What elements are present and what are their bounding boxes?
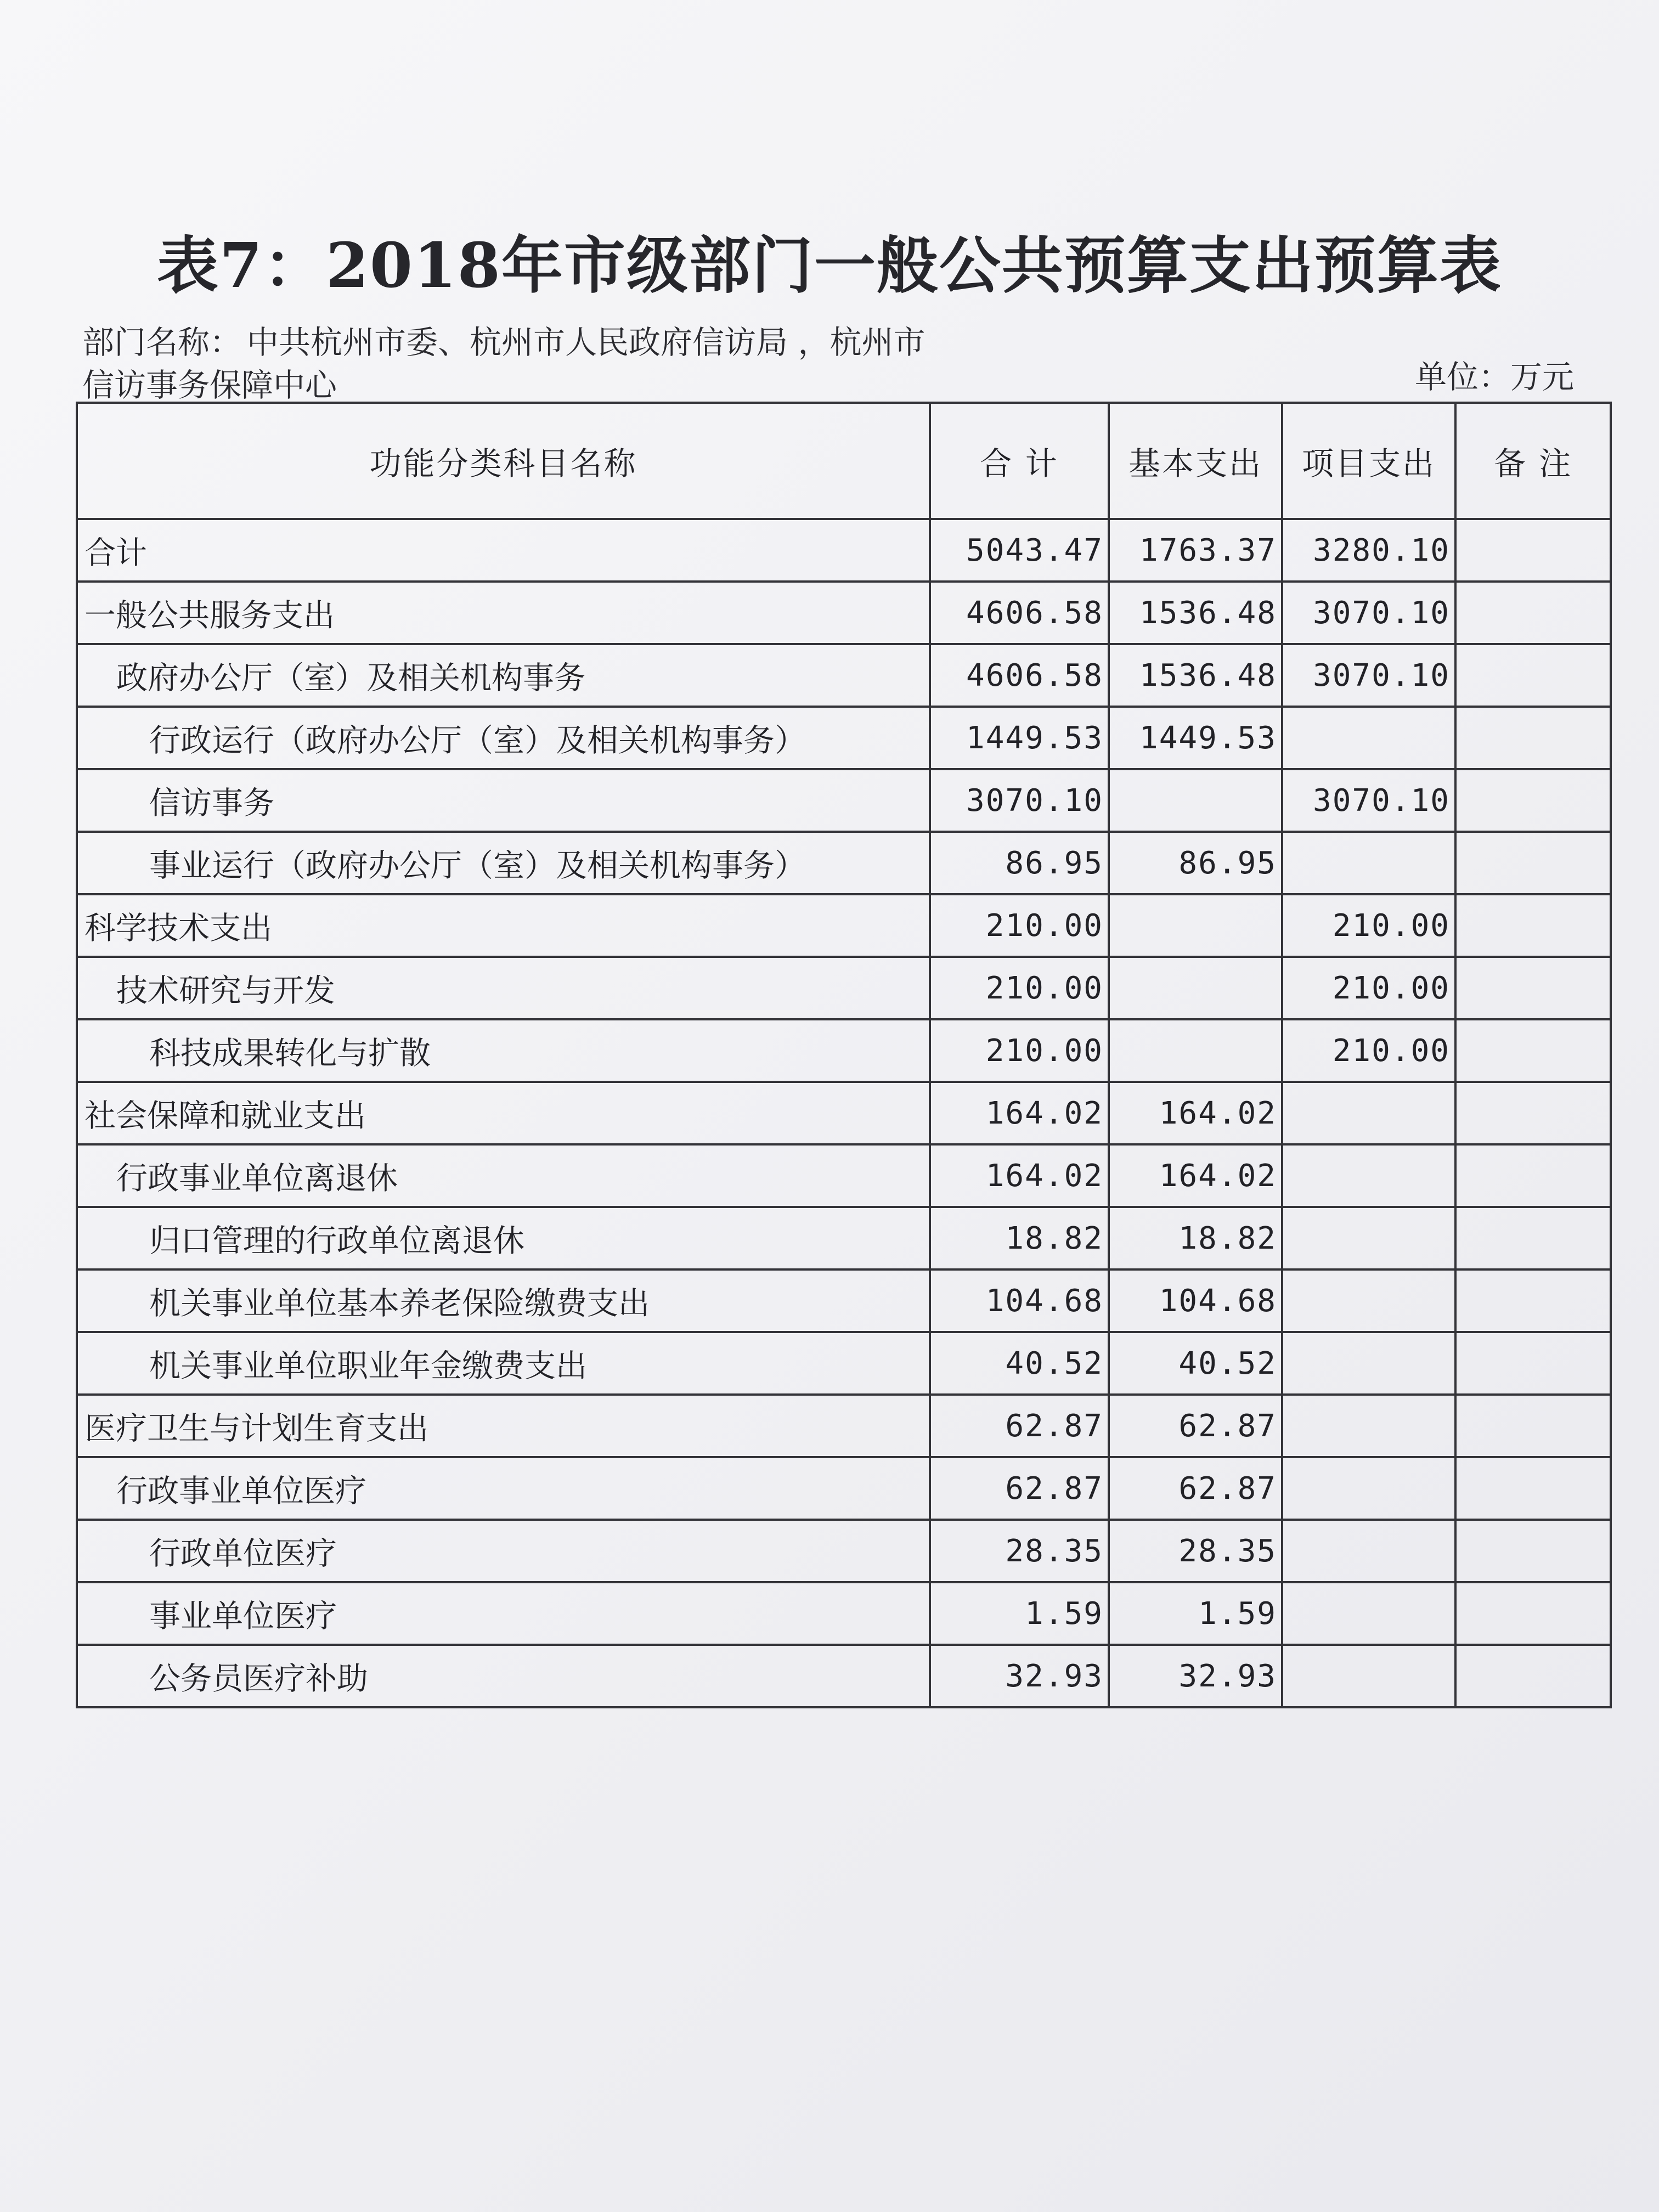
- table-row: [77, 832, 1611, 894]
- category-name-cell: 机关事业单位职业年金缴费支出: [77, 1332, 930, 1395]
- table-header: [77, 403, 1611, 519]
- table-row: [77, 1082, 1611, 1144]
- category-name-cell: 行政单位医疗: [77, 1520, 930, 1582]
- header-row: [77, 403, 1611, 519]
- table-row: [77, 1457, 1611, 1520]
- basic-expenditure-cell: [1109, 769, 1282, 832]
- remark-cell: [1455, 1019, 1611, 1082]
- remark-cell: [1455, 1332, 1611, 1395]
- remark-cell: [1455, 832, 1611, 894]
- basic-expenditure-cell: 40.52: [1109, 1332, 1282, 1395]
- remark-cell: [1455, 1269, 1611, 1332]
- category-name-cell: 行政事业单位医疗: [77, 1457, 930, 1520]
- total-cell: 210.00: [930, 894, 1109, 957]
- header-category-name: 功能分类科目名称: [77, 403, 930, 519]
- project-expenditure-cell: [1282, 707, 1455, 769]
- table-row: [77, 519, 1611, 582]
- total-cell: 1.59: [930, 1582, 1109, 1645]
- project-expenditure-cell: 3070.10: [1282, 769, 1455, 832]
- project-expenditure-cell: 210.00: [1282, 894, 1455, 957]
- table-row: [77, 644, 1611, 707]
- table-row: [77, 1207, 1611, 1269]
- basic-expenditure-cell: 1536.48: [1109, 644, 1282, 707]
- basic-expenditure-cell: 104.68: [1109, 1269, 1282, 1332]
- table-row: [77, 1269, 1611, 1332]
- table-row: [77, 1645, 1611, 1707]
- basic-expenditure-cell: 1536.48: [1109, 582, 1282, 644]
- remark-cell: [1455, 769, 1611, 832]
- remark-cell: [1455, 1144, 1611, 1207]
- total-cell: 62.87: [930, 1457, 1109, 1520]
- category-name-cell: 信访事务: [77, 769, 930, 832]
- remark-cell: [1455, 894, 1611, 957]
- total-cell: 4606.58: [930, 644, 1109, 707]
- project-expenditure-cell: [1282, 1144, 1455, 1207]
- header-project-expenditure: 项目支出: [1282, 403, 1455, 519]
- table-row: [77, 707, 1611, 769]
- project-expenditure-cell: [1282, 1395, 1455, 1457]
- department-line: [82, 321, 938, 407]
- category-name-cell: 科技成果转化与扩散: [77, 1019, 930, 1082]
- basic-expenditure-cell: 28.35: [1109, 1520, 1282, 1582]
- total-cell: 164.02: [930, 1082, 1109, 1144]
- table-row: [77, 1395, 1611, 1457]
- remark-cell: [1455, 519, 1611, 582]
- basic-expenditure-cell: [1109, 1019, 1282, 1082]
- remark-cell: [1455, 644, 1611, 707]
- category-name-cell: 一般公共服务支出: [77, 582, 930, 644]
- project-expenditure-cell: 3280.10: [1282, 519, 1455, 582]
- table-row: [77, 894, 1611, 957]
- total-cell: 18.82: [930, 1207, 1109, 1269]
- budget-table: [76, 402, 1612, 1708]
- project-expenditure-cell: 3070.10: [1282, 582, 1455, 644]
- table-row: [77, 582, 1611, 644]
- table-row: [77, 1019, 1611, 1082]
- remark-cell: [1455, 707, 1611, 769]
- project-expenditure-cell: [1282, 832, 1455, 894]
- total-cell: 104.68: [930, 1269, 1109, 1332]
- remark-cell: [1455, 1457, 1611, 1520]
- table-row: [77, 1582, 1611, 1645]
- header-basic-expenditure: 基本支出: [1109, 403, 1282, 519]
- project-expenditure-cell: [1282, 1207, 1455, 1269]
- basic-expenditure-cell: 1449.53: [1109, 707, 1282, 769]
- project-expenditure-cell: 210.00: [1282, 957, 1455, 1019]
- project-expenditure-cell: 3070.10: [1282, 644, 1455, 707]
- basic-expenditure-cell: 86.95: [1109, 832, 1282, 894]
- basic-expenditure-cell: 164.02: [1109, 1144, 1282, 1207]
- category-name-cell: 归口管理的行政单位离退休: [77, 1207, 930, 1269]
- remark-cell: [1455, 1082, 1611, 1144]
- category-name-cell: 科学技术支出: [77, 894, 930, 957]
- category-name-cell: 机关事业单位基本养老保险缴费支出: [77, 1269, 930, 1332]
- header-total: 合 计: [930, 403, 1109, 519]
- basic-expenditure-cell: 1763.37: [1109, 519, 1282, 582]
- project-expenditure-cell: [1282, 1332, 1455, 1395]
- category-name-cell: 医疗卫生与计划生育支出: [77, 1395, 930, 1457]
- remark-cell: [1455, 582, 1611, 644]
- total-cell: 164.02: [930, 1144, 1109, 1207]
- total-cell: 1449.53: [930, 707, 1109, 769]
- project-expenditure-cell: [1282, 1269, 1455, 1332]
- department-name: 中共杭州市委、杭州市人民政府信访局 ，杭州市信访事务保障中心: [82, 324, 926, 404]
- basic-expenditure-cell: 62.87: [1109, 1457, 1282, 1520]
- basic-expenditure-cell: [1109, 894, 1282, 957]
- category-name-cell: 合计: [77, 519, 930, 582]
- basic-expenditure-cell: 32.93: [1109, 1645, 1282, 1707]
- table-row: [77, 1520, 1611, 1582]
- basic-expenditure-cell: 62.87: [1109, 1395, 1282, 1457]
- header-remark: 备 注: [1455, 403, 1611, 519]
- category-name-cell: 行政事业单位离退休: [77, 1144, 930, 1207]
- document-title: 表7：2018年市级部门一般公共预算支出预算表: [157, 230, 1502, 302]
- basic-expenditure-cell: [1109, 957, 1282, 1019]
- basic-expenditure-cell: 1.59: [1109, 1582, 1282, 1645]
- basic-expenditure-cell: 164.02: [1109, 1082, 1282, 1144]
- total-cell: 86.95: [930, 832, 1109, 894]
- remark-cell: [1455, 1645, 1611, 1707]
- remark-cell: [1455, 957, 1611, 1019]
- table-row: [77, 1144, 1611, 1207]
- project-expenditure-cell: [1282, 1645, 1455, 1707]
- category-name-cell: 事业运行（政府办公厅（室）及相关机构事务）: [77, 832, 930, 894]
- total-cell: 28.35: [930, 1520, 1109, 1582]
- basic-expenditure-cell: 18.82: [1109, 1207, 1282, 1269]
- project-expenditure-cell: [1282, 1457, 1455, 1520]
- remark-cell: [1455, 1520, 1611, 1582]
- category-name-cell: 社会保障和就业支出: [77, 1082, 930, 1144]
- total-cell: 32.93: [930, 1645, 1109, 1707]
- total-cell: 4606.58: [930, 582, 1109, 644]
- category-name-cell: 技术研究与开发: [77, 957, 930, 1019]
- total-cell: 210.00: [930, 1019, 1109, 1082]
- table-body: [77, 519, 1611, 1707]
- total-cell: 3070.10: [930, 769, 1109, 832]
- category-name-cell: 公务员医疗补助: [77, 1645, 930, 1707]
- category-name-cell: 事业单位医疗: [77, 1582, 930, 1645]
- unit-label: 单位：万元: [1414, 358, 1574, 396]
- project-expenditure-cell: [1282, 1082, 1455, 1144]
- project-expenditure-cell: 210.00: [1282, 1019, 1455, 1082]
- total-cell: 210.00: [930, 957, 1109, 1019]
- table-row: [77, 769, 1611, 832]
- remark-cell: [1455, 1207, 1611, 1269]
- total-cell: 5043.47: [930, 519, 1109, 582]
- project-expenditure-cell: [1282, 1520, 1455, 1582]
- remark-cell: [1455, 1582, 1611, 1645]
- project-expenditure-cell: [1282, 1582, 1455, 1645]
- category-name-cell: 行政运行（政府办公厅（室）及相关机构事务）: [77, 707, 930, 769]
- table-row: [77, 957, 1611, 1019]
- remark-cell: [1455, 1395, 1611, 1457]
- total-cell: 62.87: [930, 1395, 1109, 1457]
- total-cell: 40.52: [930, 1332, 1109, 1395]
- category-name-cell: 政府办公厅（室）及相关机构事务: [77, 644, 930, 707]
- department-label: 部门名称：: [82, 324, 242, 361]
- table-row: [77, 1332, 1611, 1395]
